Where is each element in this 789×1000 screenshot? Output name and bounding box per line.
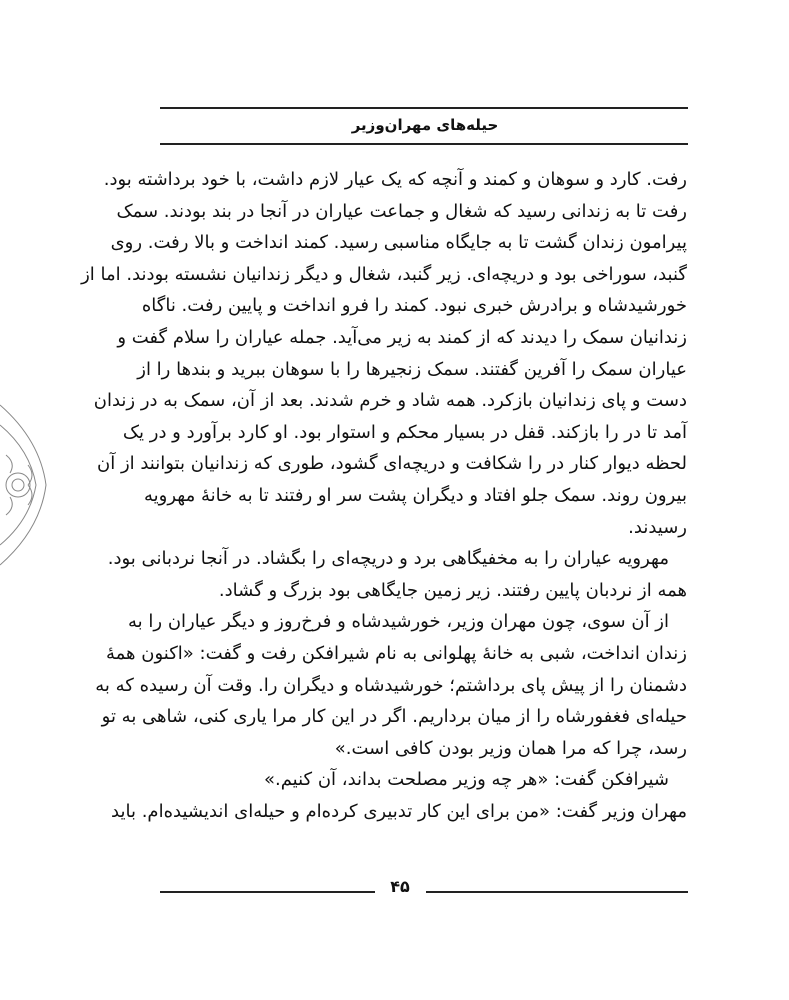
floral-ornament-icon	[0, 400, 48, 570]
running-header-title: حیله‌های مهران‌وزیر	[351, 116, 499, 134]
header-top-rule	[160, 107, 688, 109]
text-line: لحظه دیوار کنار در را شکافت و دریچه‌ای گشود، طوری که زندانیان بتوانند از آن	[97, 453, 687, 475]
text-line: رسیدند.	[628, 516, 687, 538]
footer-rule-right	[426, 891, 688, 893]
text-line: رفت تا به زندانی رسید که شغال و جماعت عیاران در آنجا در بند بودند. سمک	[116, 200, 687, 222]
page-body-text	[81, 164, 687, 827]
text-line: از آن سوی، چون مهران وزیر، خورشیدشاه و فرخ‌روز و دیگر عیاران را به	[128, 611, 669, 633]
text-line: همه از نردبان پایین رفتند. زیر زمین جایگاهی بود بزرگ و گشاد.	[218, 579, 687, 601]
text-line: رفت. کارد و سوهان و کمند و آنچه که یک عیار لازم داشت، با خود برداشته بود.	[103, 169, 687, 190]
text-line: حیله‌ای فغفورشاه را از میان برداریم. اگر در این کار مرا یاری کنی، شاهی به تو	[101, 706, 687, 728]
text-line: بیرون روند. سمک جلو افتاد و دیگران پشت سر او رفتند تا به خانهٔ مهرویه	[144, 484, 687, 506]
text-line: آمد تا در را بازکند. قفل در بسیار محکم و استوار بود. او کارد برآورد و در یک	[122, 421, 687, 443]
text-line: رسد، چرا که مرا همان وزیر بودن کافی است.»	[334, 737, 687, 759]
text-line: زندان انداخت، شبی به خانهٔ پهلوانی به نام شیرافکن رفت و گفت: «اکنون همهٔ	[105, 642, 687, 664]
text-line: مهران وزیر گفت: «من برای این کار تدبیری کرده‌ام و حیله‌ای اندیشیده‌ام. باید	[111, 800, 687, 822]
page-number: ۴۵	[390, 877, 410, 896]
text-line: عیاران سمک را آفرین گفتند. سمک زنجیرها را با سوهان ببرید و بندها را از	[137, 358, 687, 380]
text-line: مهرویه عیاران را به مخفیگاهی برد و دریچه‌ای را بگشاد. در آنجا نردبانی بود.	[107, 548, 669, 570]
header-bottom-rule	[160, 143, 688, 145]
text-line: دشمنان را از پیش پای برداشتم؛ خورشیدشاه و دیگران را. وقت آن رسیده که به	[95, 674, 687, 696]
text-line: شیرافکن گفت: «هر چه وزیر مصلحت بداند، آن کنیم.»	[263, 769, 669, 791]
text-line: خورشیدشاه و برادرش خبری نبود. کمند را فرو انداخت و پایین رفت. ناگاه	[141, 295, 687, 317]
text-line: زندانیان سمک را دیدند که از کمند به زیر می‌آید. جمله عیاران را سلام گفت و	[117, 326, 687, 348]
text-line: پیرامون زندان گشت تا به جایگاه مناسبی رسید. کمند انداخت و بالا رفت. روی	[110, 232, 687, 254]
text-line: گنبد، سوراخی بود و دریچه‌ای. زیر گنبد، شغال و دیگر زندانیان نشسته بودند. اما از	[81, 263, 687, 285]
footer-rule-left	[160, 891, 375, 893]
text-line: دست و پای زندانیان بازکرد. همه شاد و خرم شدند. بعد از آن، سمک به در زندان	[93, 390, 687, 412]
